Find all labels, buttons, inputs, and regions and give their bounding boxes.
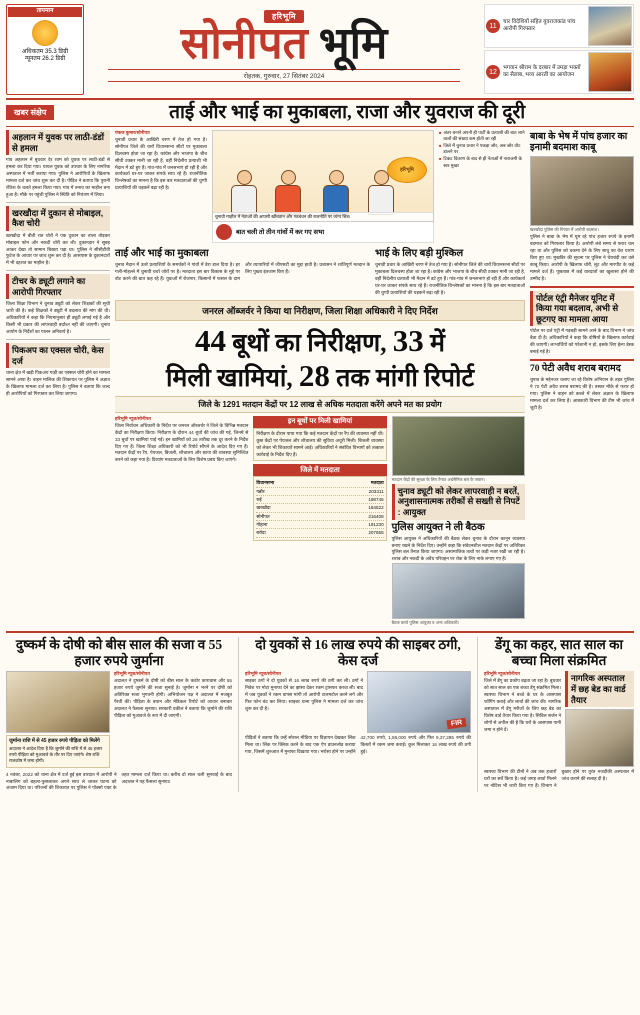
masthead-promos xyxy=(484,4,634,95)
left-column xyxy=(6,130,110,627)
table-row xyxy=(256,513,383,521)
election-col-photos xyxy=(392,416,525,627)
cartoon-caption-strip xyxy=(212,222,434,243)
cell-constituency: गन्नौर xyxy=(256,488,265,494)
bottom-subhead: नागरिक अस्पताल में छह बेड का वार्ड तैयार xyxy=(565,671,634,707)
police-photo xyxy=(530,156,634,226)
lead-subhead: ताई और भाई का मुकाबला xyxy=(115,247,209,259)
divider xyxy=(6,202,110,203)
promo-text: चार विदेशियों सहित युवराजकांड पांच आरोपी गिरफ्तार xyxy=(503,18,576,32)
brief-body: खरखौदा में बीती रात चोरों ने एक दुकान का ताला तोड़कर मोबाइल फोन और नकदी चोरी कर ली। दुकानदार ने सुबह आकर देखा तो सामान बिखरा पड़ा था। पुलिस ने सीसीटीवी फुटेज के आधार पर जांच शुरू कर दी है। आसपास के दुकानदारों में भी दहशत का माहौल है। xyxy=(6,232,110,266)
section-ribbon xyxy=(6,103,634,123)
promo-item[interactable] xyxy=(484,50,634,94)
right-lead-headline: बाबा के भेष में पांच हजार का इनामी बदमाश काबू xyxy=(530,131,628,154)
brief-body: गांव अहलान में बुधवार देर शाम को युवक पर लाठी-डंडों से हमला कर दिया गया। घायल युवक को उपचार के लिए नागरिक अस्पताल में भर्ती कराया गया। पुलिस ने आरोपियों के खिलाफ मामला दर्ज कर जांच शुरू कर दी है। पीड़ित ने बताया कि पुरानी रंजिश के चलते हमला किया गया। गांव में तनाव का माहौल बना हुआ है। मौके पर पहुंची पुलिस ने स्थिति को नियंत्रण में लिया। xyxy=(6,157,110,197)
election-col-text xyxy=(115,416,248,627)
cartoon-illustration xyxy=(212,130,434,222)
army-photo-caption: मतदान केंद्रों की सुरक्षा के लिए तैनात अर्धसैनिक बल के जवान। xyxy=(391,476,486,482)
stats-box xyxy=(253,428,386,462)
inset-box xyxy=(6,735,110,767)
election-headline-d: तक मांगी रिपोर्ट xyxy=(336,365,475,393)
byline: हरिभूमि न्यूज/सोनीपत xyxy=(245,671,281,677)
right-item-headline: 70 पेटी अवैध शराब बरामद xyxy=(530,364,621,375)
news-brief-tag: खबर संक्षेप xyxy=(6,105,54,120)
lead-body: चुनावी प्रचार के आखिरी चरण में तेज हो गया है। सोनीपत जिले की चारों विधानसभा सीटों पर मुकाबला दिलचस्प होता जा रहा है। कांग्रेस और भाजपा के बीच सीधी टक्कर मानी जा रही है, वहीं निर्दलीय प्रत्याशी भी मैदान में डटे हुए हैं। गांव-गांव में जनसभाएं हो रही हैं और कार्यकर्ता घर-घर जाकर संपर्क साध रहे हैं। राजनीतिक विश्लेषकों का मानना है कि इस बार मतदाताओं की चुप्पी प्रत्याशियों की धड़कनें बढ़ा रही है। xyxy=(115,136,207,191)
table-row xyxy=(256,496,383,504)
police-photo-caption: खरखौदा पुलिस की गिरफ्त में आरोपी बदमाश। xyxy=(530,227,599,233)
byline: हरिभूमि न्यूज/सोनीपत xyxy=(113,671,150,677)
brief-headline: खरखौदा में दुकान से मोबाइल, कैश चोरी xyxy=(6,206,110,231)
stats-body: निरीक्षण के दौरान पाया गया कि कई मतदान केंद्रों पर रैंप की व्यवस्था नहीं थी। कुछ केंद्रों पर पेयजल और शौचालय की सुविधा अधूरी मिली। बिजली व्यवस्था को लेकर भी शिकायतें सामने आईं। अधिकारियों ने संबंधित विभागों को तत्काल कार्रवाई के निर्देश दिए हैं। xyxy=(256,430,384,457)
byline: पंकज कुमार/सोनीपत xyxy=(115,129,150,135)
brief-body: थाना क्षेत्र में खड़ी पिकअप गाड़ी का एक्सल चोरी होने का मामला सामने आया है। वाहन मालिक की शिकायत पर पुलिस ने अज्ञात के खिलाफ मामला दर्ज कर लिया है। पुलिस ने बताया कि जल्द ही आरोपियों को गिरफ्तार कर लिया जाएगा। xyxy=(6,370,110,396)
bottom-body-2: 4 नवंबर, 2022 को थाना क्षेत्र में दर्ज हुई इस वारदात में आरोपी ने नाबालिग को बहला-फुसलाकर अपने साथ ले जाकर घटना को अंजाम दिया था। परिजनों की शिकायत पर पुलिस ने पॉक्सो एक्ट के तहत मामला दर्ज किया था। करीब दो साल चली सुनवाई के बाद अदालत ने यह फैसला सुनाया। xyxy=(6,771,232,791)
lead-bullet-text: ■ जिले में चुनाव प्रचार ने पकड़ा जोर, अब जोर वोट डालने पर xyxy=(443,142,521,155)
cell-constituency: खरखौदा xyxy=(256,505,271,511)
page-title xyxy=(84,19,484,68)
promo-photo-2 xyxy=(588,52,632,92)
cartoon-figure xyxy=(275,170,301,215)
center-column xyxy=(115,130,525,627)
brief-body: जिला शिक्षा विभाग ने चुनाव ड्यूटी को लेकर शिक्षकों की सूची जारी की है। कई शिक्षकों ने ड्यूटी में बदलाव की मांग की थी। अधिकारियों ने कहा कि नियमानुसार ही ड्यूटी लगाई गई है और किसी भी प्रकार की लापरवाही बर्दाश्त नहीं की जाएगी। चुनाव आयोग के निर्देशों का पालन अनिवार्य है। xyxy=(6,301,110,335)
bottom-body-2: स्वास्थ्य विभाग की टीमों ने अब तक हजारों घरों का सर्वे किया है। कई जगह लार्वा मिलने पर नोटिस भी जारी किए गए हैं। विभाग ने बुखार होने पर तुरंत नजदीकी अस्पताल में जांच कराने की सलाह दी है। xyxy=(484,769,634,788)
brief-item xyxy=(6,130,110,199)
fir-photo xyxy=(367,671,471,733)
election-report-date: 28 xyxy=(298,358,330,394)
brand-main: सोनीपत xyxy=(180,19,308,68)
lead-bullet-text: ■ टिकट वितरण के बाद से ही नेताओं में नाराजगी के स्वर मुखर xyxy=(443,156,523,168)
fir-badge: FIR xyxy=(446,718,466,730)
right-item-headline: पोर्टल एंट्री मैनेजर यूनिट में किया गया बदलाव, अभी से छूटगए का मामला आया xyxy=(530,291,634,327)
brand-tag: हरिभूमि xyxy=(264,10,304,23)
top-headline: ताई और भाई का मुकाबला, राजा और युवराज की दूरी xyxy=(169,102,526,123)
table-row xyxy=(256,504,383,512)
promo-page-number: 12 xyxy=(486,65,500,79)
election-kicker: जनरल ऑब्जर्वर ने किया था निरीक्षण, जिला शिक्षा अधिकारी ने दिए निर्देश xyxy=(115,300,525,321)
lead-bullet-text: ■ अंतर बनाने अपनी ही पार्टी के प्रत्याशी की बात लाने वालों की संख्या कम होती जा रही xyxy=(443,129,525,142)
sun-icon xyxy=(32,20,58,46)
brand-second: भूमि xyxy=(318,19,388,68)
lead-story-bullets xyxy=(439,130,525,243)
bullet-icon xyxy=(216,224,232,240)
bottom-body-2: पीड़ितों ने बताया कि उन्हें सोशल मीडिया पर विज्ञापन देखकर लिंक मिला था। लिंक पर क्लिक करने के बाद एक ऐप डाउनलोड कराया गया, जिसमें शुरुआत में मुनाफा दिखाया गया। भरोसा होने पर उन्होंने 42,700 रुपये, 1,86,000 रुपये और फिर 9,37,295 रुपये की किस्तों में रकम जमा कराई। कुल मिलाकर 16 लाख रुपये की ठगी हुई। xyxy=(245,735,471,755)
lead-bullet xyxy=(439,130,525,143)
dateline: रोहतक, गुरुवार, 27 सितंबर 2024 xyxy=(108,69,460,82)
brief-item xyxy=(6,206,110,268)
lead-bullet xyxy=(439,143,525,156)
brief-headline: अहलान में युवक पर लाठी-डंडों से हमला xyxy=(6,130,110,155)
bottom-headline: डेंगू का कहर, सात साल का बच्चा मिला संक्रमित xyxy=(495,637,623,668)
lead-subbody: चुनाव मैदान में उतरे प्रत्याशियों के समर्थकों ने गांवों में डेरा डाल दिया है। हर गली-मोहल्ले में चुनावी चर्चा जोरों पर है। मतदाता इस बार विकास के मुद्दे पर वोट करने की बात कह रहे हैं। युवाओं में रोजगार, किसानों में फसल के दाम और व्यापारियों में जीएसटी का मुद्दा हावी है। प्रशासन ने शांतिपूर्ण मतदान के लिए पुख्ता इंतजाम किए हैं। xyxy=(115,261,370,281)
election-headline-a: बूथों का निरीक्षण, xyxy=(232,330,387,358)
masthead-center xyxy=(84,4,484,95)
lead-subsection-left xyxy=(115,246,370,296)
bottom-headline: दो युवकों से 16 लाख रुपये की साइबर ठगी, केस दर्ज xyxy=(255,637,461,668)
cell-voters: 203311 xyxy=(368,488,384,494)
lead-subhead: भाई के लिए बड़ी मुश्किल xyxy=(375,247,464,259)
byline: हरिभूमि न्यूज/सोनीपत xyxy=(115,415,151,421)
table-row xyxy=(256,488,383,496)
army-photo xyxy=(392,416,525,476)
promo-text: भगवान श्रीराम के दरबार में उमड़ा भक्तों का सैलाब, भव्य आरती का आयोजन xyxy=(503,64,581,78)
cartoon-figure xyxy=(323,170,349,215)
byline: हरिभूमि न्यूज/सोनीपत xyxy=(484,671,520,677)
election-headline-c: मिली खामियां, xyxy=(165,365,293,393)
brief-headline: पिकअप का एक्सल चोरी, केस दर्ज xyxy=(6,343,110,368)
cartoon-note: चुनावी माहौल में नेताओं की आपसी खींचतान और गठबंधन की राजनीति पर व्यंग्य चित्र। xyxy=(213,212,433,221)
lead-story-text-left xyxy=(115,130,207,243)
divider xyxy=(530,286,634,288)
election-headline-b: में xyxy=(430,330,445,358)
bottom-body: साइबर ठगों ने दो युवकों से 16 लाख रुपये की ठगी कर ली। ठगों ने निवेश पर मोटा मुनाफा देने का झांसा देकर रकम ट्रांसफर करवा ली। बाद में जब युवकों ने रकम वापस मांगी तो आरोपी टालमटोल करने लगे और फिर फोन बंद कर लिया। साइबर थाना पुलिस ने मामला दर्ज कर जांच शुरू कर दी है। xyxy=(245,678,364,711)
cell-voters: 184522 xyxy=(368,505,384,511)
divider xyxy=(6,339,110,340)
bottom-body: अदालत ने दुष्कर्म के दोषी को बीस साल के कठोर कारावास और 55 हजार रुपये जुर्माने की सजा सुनाई है। जुर्माना न भरने पर दोषी को अतिरिक्त सजा भुगतनी होगी। अभियोजन पक्ष ने अदालत में मजबूत पैरवी की। पीड़िता के बयान और मेडिकल रिपोर्ट को आधार बनाकर अदालत ने फैसला सुनाया। सरकारी वकील ने बताया कि जुर्माने की राशि पीड़िता को मुआवजे के रूप में दी जाएगी। xyxy=(113,678,232,718)
temperature-label: तापमान xyxy=(8,7,82,17)
table-header-row xyxy=(256,479,383,487)
election-booths-faulty: 33 xyxy=(392,323,424,359)
cell-voters: 207655 xyxy=(368,530,384,536)
meeting-headline: पुलिस आयुक्त ने ली बैठक xyxy=(391,521,485,533)
brief-item xyxy=(6,343,110,398)
inset-title: जुर्माना राशि में से 45 हजार रुपये पीड़िता को मिलेंगे xyxy=(9,738,100,745)
election-body: जिला निर्वाचन अधिकारी के निर्देश पर जनरल ऑब्जर्वर ने जिले के विभिन्न मतदान केंद्रों का निरीक्षण किया। निरीक्षण के दौरान 44 बूथों की जांच की गई, जिनमें से 33 बूथों पर खामियां पाई गईं। इन खामियों को 28 तारीख तक दूर करने के निर्देश दिए गए हैं। जिला शिक्षा अधिकारी को भी रिपोर्ट सौंपने के आदेश दिए गए हैं। मतदान केंद्रों पर रैंप, पेयजल, बिजली, शौचालय और छाया की व्यवस्था सुनिश्चित करने को कहा गया है। दिव्यांग मतदाताओं के लिए विशेष प्रबंध किए जाएंगे। xyxy=(115,422,249,463)
bottom-story-1 xyxy=(6,637,232,792)
brief-item xyxy=(6,274,110,336)
divider xyxy=(6,270,110,271)
bottom-headline: दुष्कर्म के दोषी को बीस साल की सजा व 55 हजार रुपये जुर्माना xyxy=(15,637,223,668)
promo-item[interactable] xyxy=(484,4,634,48)
divider xyxy=(6,126,634,127)
election-headline xyxy=(115,324,525,393)
meeting-body: पुलिस आयुक्त ने अधिकारियों की बैठक लेकर चुनाव के दौरान कानून व्यवस्था बनाए रखने के निर्देश दिए। उन्होंने कहा कि संवेदनशील मतदान केंद्रों पर अतिरिक्त पुलिस बल तैनात किया जाएगा। असामाजिक तत्वों पर कड़ी नजर रखी जा रही है। शराब और नकदी के अवैध परिवहन पर रोक के लिए नाके लगाए गए हैं। xyxy=(391,535,525,562)
cell-voters: 216408 xyxy=(368,513,384,519)
lead-subsection-right xyxy=(375,246,525,296)
cartoon-caption: बात चली तो तीन गांवों में कर गए सभा xyxy=(236,229,325,237)
right-item-body: पोर्टल पर दर्ज एंट्री में गड़बड़ी सामने आने के बाद विभाग ने जांच बैठा दी है। अधिकारियों ने कहा कि दोषियों के खिलाफ कार्रवाई की जाएगी। लाभार्थियों को परेशानी न हो, इसके लिए हेल्प डेस्क बनाई गई है। xyxy=(530,328,634,355)
bottom-body: जिले में डेंगू का प्रकोप बढ़ता जा रहा है। बुधवार को सात साल का एक बच्चा डेंगू संक्रमित मिला। स्वास्थ्य विभाग ने बच्चे के घर के आसपास फॉगिंग कराई और लार्वा की जांच की। नागरिक अस्पताल में डेंगू मरीजों के लिए छह बेड का विशेष वार्ड तैयार किया गया है। सिविल सर्जन ने लोगों से अपील की है कि घरों के आसपास पानी जमा न होने दें। xyxy=(484,678,561,732)
main-content xyxy=(6,130,634,627)
bottom-section xyxy=(6,631,634,792)
brand-badge-icon: हरिभूमि xyxy=(387,157,427,183)
voter-table-title: जिले में मतदाता xyxy=(253,464,386,476)
cartoon-figure xyxy=(231,170,257,215)
cell-constituency: राई xyxy=(256,497,262,503)
table-row xyxy=(256,529,383,537)
hospital-photo xyxy=(565,709,634,767)
election-col-stats xyxy=(253,416,386,627)
table-row xyxy=(256,521,383,529)
election-columns xyxy=(115,416,525,627)
lead-subbody: चुनावी प्रचार के आखिरी चरण में तेज हो गया है। सोनीपत जिले की चारों विधानसभा सीटों पर मुकाबला दिलचस्प होता जा रहा है। कांग्रेस और भाजपा के बीच सीधी टक्कर मानी जा रही है, वहीं निर्दलीय प्रत्याशी भी मैदान में डटे हुए हैं। गांव-गांव में जनसभाएं हो रही हैं और कार्यकर्ता घर-घर जाकर संपर्क साध रहे हैं। राजनीतिक विश्लेषकों का मानना है कि इस बार मतदाताओं की चुप्पी प्रत्याशियों की धड़कनें बढ़ा रही है। xyxy=(375,261,525,295)
security-kicker: चुनाव ड्यूटी को लेकर लापरवाही न बरतें, अनुशासनात्मक तरीकों से सख्ती से निपटें : आयुक्त xyxy=(392,484,525,520)
gavel-photo xyxy=(6,671,110,733)
election-booths-inspected: 44 xyxy=(195,323,227,359)
temperature-max: अधिकतम 35.3 डिग्री xyxy=(21,48,69,55)
stats-box-title: इन बूथों पर मिली खामियां xyxy=(253,416,386,428)
election-subline: जिले के 1291 मतदान केंद्रों पर 12 लाख से अधिक मतदाता करेंगे अपने मत का प्रयोग xyxy=(115,396,525,413)
temperature-box xyxy=(6,4,84,95)
meeting-photo-caption: बैठक करते पुलिस आयुक्त व अन्य अधिकारी। xyxy=(391,620,460,626)
lead-bullet xyxy=(439,156,525,169)
masthead xyxy=(6,4,634,100)
divider xyxy=(530,359,634,361)
cartoon-block xyxy=(212,130,434,243)
meeting-photo xyxy=(392,563,525,619)
col-head-constituency: विधानसभा xyxy=(256,480,275,486)
promo-page-number: 11 xyxy=(486,19,500,33)
bottom-story-3 xyxy=(484,637,634,792)
promo-photo-1 xyxy=(588,6,632,46)
cell-constituency: बरोदा xyxy=(256,530,266,536)
right-column xyxy=(530,130,634,627)
temperature-min: न्यूनतम 26.2 डिग्री xyxy=(24,56,66,62)
bottom-story-2 xyxy=(245,637,471,792)
voter-table xyxy=(253,476,386,540)
brief-headline: टीचर के ड्यूटी लगाने का आरोपी गिरफ्तार xyxy=(6,274,110,299)
col-head-voters: मतदाता xyxy=(370,480,384,486)
cell-constituency: सोनीपत xyxy=(256,513,270,519)
right-lead-body: पुलिस ने बाबा के भेष में घूम रहे पांच हजार रुपये के इनामी बदमाश को गिरफ्तार किया है। आरोपी लंबे समय से फरार चल रहा था और पुलिस को चकमा देने के लिए साधु का वेश धारण किए हुए था। मुखबिर की सूचना पर पुलिस ने घेराबंदी कर उसे काबू किया। आरोपी के खिलाफ चोरी, लूट और मारपीट के कई मामले दर्ज हैं। पूछताछ में कई वारदातों का खुलासा होने की उम्मीद है। xyxy=(530,234,634,281)
right-item-body: चुनाव के मद्देनजर चलाए जा रहे विशेष अभियान के तहत पुलिस ने 70 पेटी अवैध शराब बरामद की है। तस्कर मौके से फरार हो गया। पुलिस ने वाहन को कब्जे में लेकर अज्ञात के खिलाफ मामला दर्ज कर लिया है। आबकारी विभाग की टीम भी जांच में जुटी है। xyxy=(530,377,634,410)
cell-voters: 198745 xyxy=(368,497,384,503)
cell-voters: 191230 xyxy=(368,522,384,528)
cell-constituency: गोहाना xyxy=(256,522,268,528)
inset-body: अदालत ने आदेश दिया है कि जुर्माने की राशि में से 45 हजार रुपये पीड़िता को मुआवजे के तौर पर दिए जाएंगे। शेष राशि राजकोष में जमा होगी। xyxy=(9,745,103,764)
